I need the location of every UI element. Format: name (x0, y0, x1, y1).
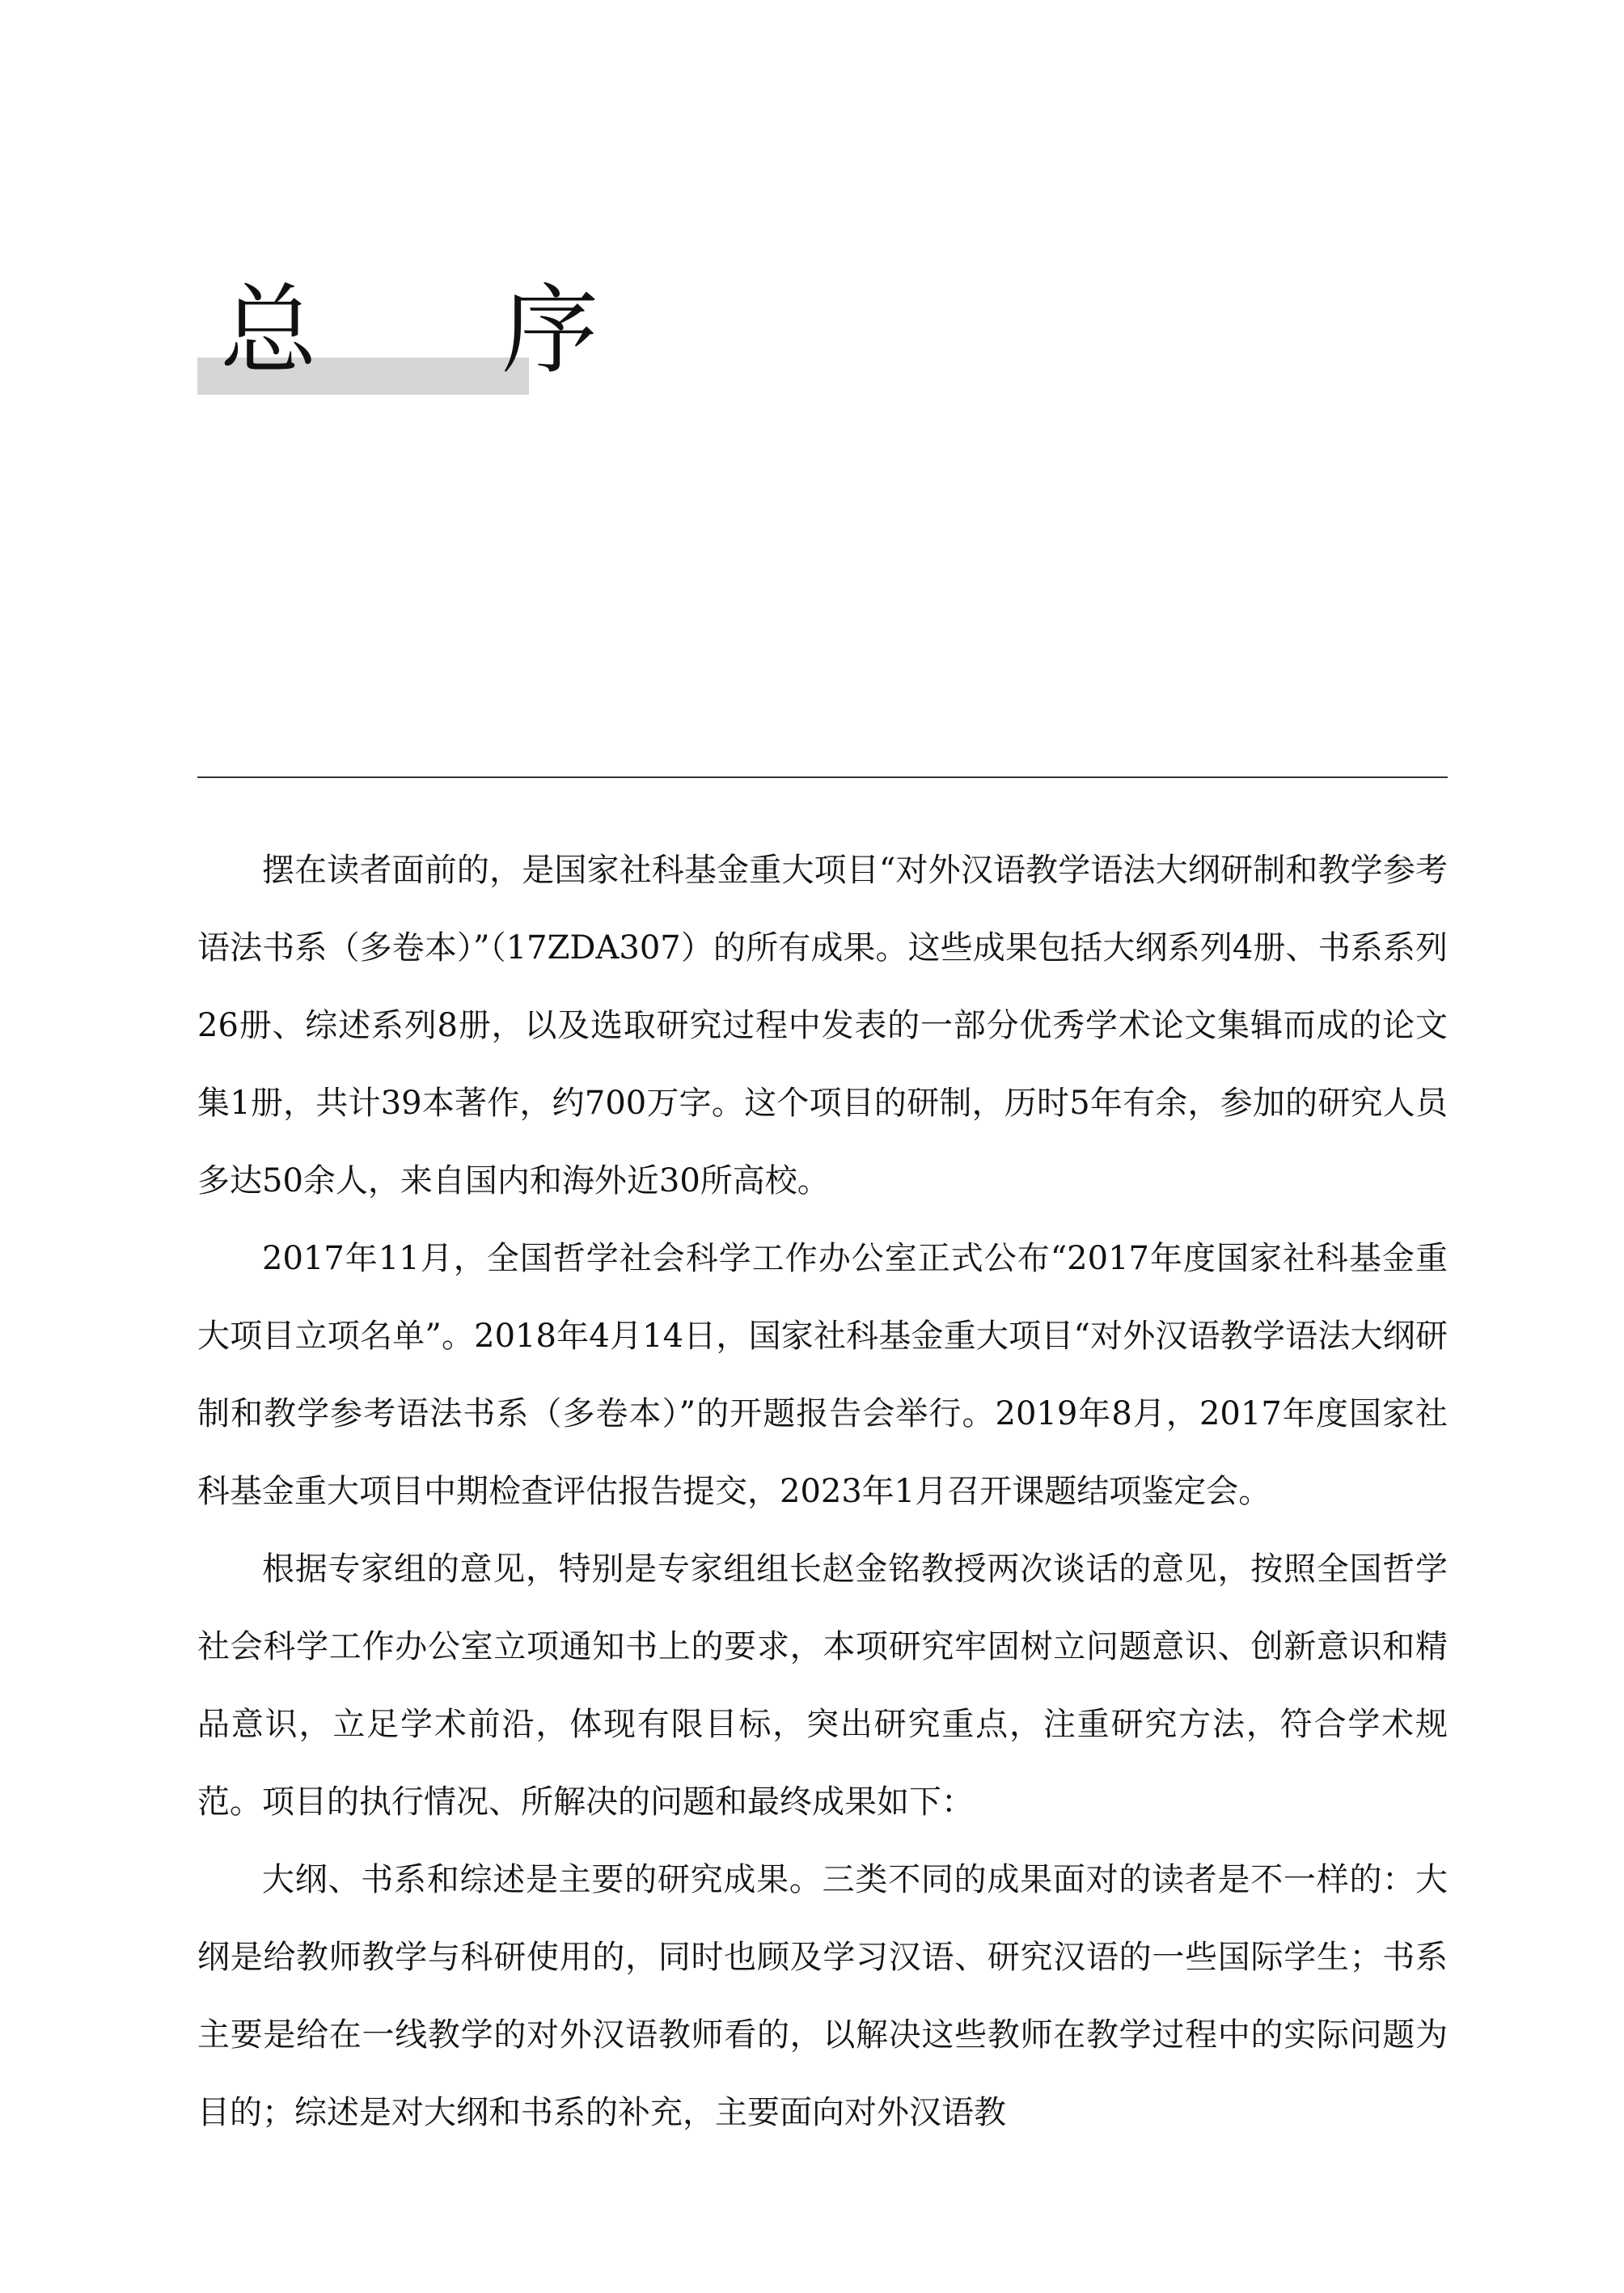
horizontal-divider (197, 776, 1448, 778)
paragraph-3: 根据专家组的意见，特别是专家组组长赵金铭教授两次谈话的意见，按照全国哲学社会科学工作办公室立项通知书上的要求，本项研究牢固树立问题意识、创新意识和精品意识，立足学术前沿，体现有限目标，突出研究重点，注重研究方法，符合学术规范。项目的执行情况、所解决的问题和最终成果如下： (197, 1551, 1448, 1821)
chapter-heading (197, 275, 676, 404)
paragraph-1: 摆在读者面前的，是国家社科基金重大项目“对外汉语教学语法大纲研制和教学参考语法书系（多卷本）”（17ZDA307）的所有成果。这些成果包括大纲系列4册、书系系列26册、综述系列8册，以及选取研究过程中发表的一部分优秀学术论文集辑而成的论文集1册，共计39本著作，约700万字。这个项目的研制，历时5年有余，参加的研究人员多达50余人，来自国内和海外近30所高校。 (197, 852, 1448, 1199)
chapter-title: 总 序 (220, 275, 676, 387)
body-text (197, 831, 1448, 2151)
paragraph-4: 大纲、书系和综述是主要的研究成果。三类不同的成果面对的读者是不一样的：大纲是给教师教学与科研使用的，同时也顾及学习汉语、研究汉语的一些国际学生；书系主要是给在一线教学的对外汉语教师看的，以解决这些教师在教学过程中的实际问题为目的；综述是对大纲和书系的补充，主要面向对外汉语教 (197, 1861, 1448, 2131)
paragraph-2: 2017年11月，全国哲学社会科学工作办公室正式公布“2017年度国家社科基金重大项目立项名单”。2018年4月14日，国家社科基金重大项目“对外汉语教学语法大纲研制和教学参考语法书系（多卷本）”的开题报告会举行。2019年8月，2017年度国家社科基金重大项目中期检查评估报告提交，2023年1月召开课题结项鉴定会。 (197, 1240, 1448, 1510)
